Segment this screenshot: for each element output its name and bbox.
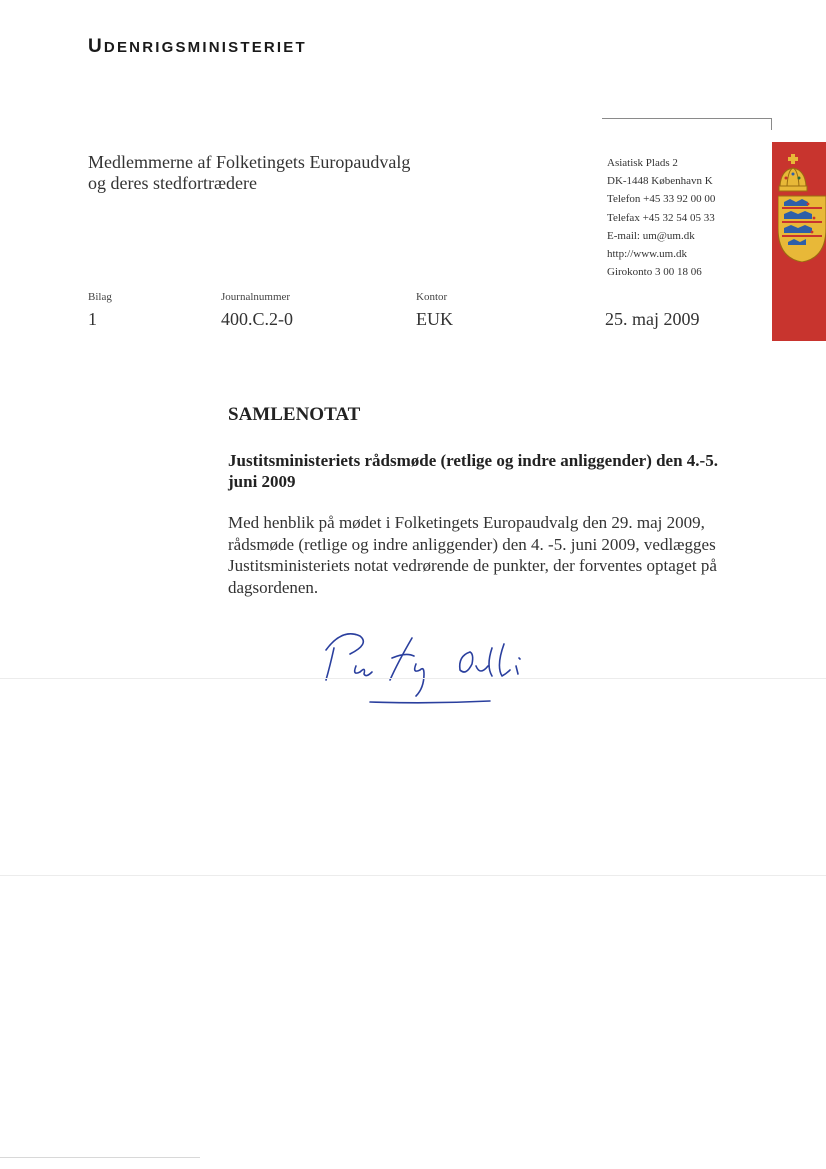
office-value: EUK <box>416 309 453 329</box>
document-subject: Justitsministeriets rådsmøde (retlige og indre anliggender) den 4.-5. juni 2009 <box>228 451 718 491</box>
document-heading: SAMLENOTAT <box>228 404 361 425</box>
bilag-label: Bilag <box>88 291 112 303</box>
document-body: Med henblik på mødet i Folketingets Europaudvalg den 29. maj 2009, rådsmøde (retlige og indre anliggender) den 4. -5. juni 2009, vedlægges Justitsministeriets notat vedrørende de punkter, der forventes optaget på dagsordenen. <box>228 513 717 597</box>
address-phone: Telefon +45 33 92 00 00 <box>607 193 716 206</box>
journal-number-value: 400.C.2-0 <box>221 309 293 329</box>
recipient-block <box>88 152 410 194</box>
coat-of-arms-icon <box>778 152 826 262</box>
signature-icon <box>320 618 550 713</box>
address-fax: Telefax +45 32 54 05 33 <box>607 211 715 224</box>
address-web: http://www.um.dk <box>607 248 687 261</box>
address-email: E-mail: um@um.dk <box>607 229 695 242</box>
ministry-name <box>88 36 307 58</box>
address-block <box>607 154 715 281</box>
address-giro: Girokonto 3 00 18 06 <box>607 266 702 279</box>
office-label: Kontor <box>416 291 448 303</box>
scan-artifact-line <box>0 875 826 876</box>
journal-number-label: Journalnummer <box>221 291 291 303</box>
address-city: DK-1448 København K <box>607 175 713 188</box>
address-divider-tick <box>771 118 772 130</box>
address-street: Asiatisk Plads 2 <box>607 157 678 169</box>
bilag-value: 1 <box>88 309 97 329</box>
scan-artifact-line <box>0 678 826 679</box>
address-divider <box>602 118 772 119</box>
ministry-name-initial: U <box>88 36 104 57</box>
scan-artifact-line <box>0 1157 200 1158</box>
recipient-line-1: Medlemmerne af Folketingets Europaudvalg <box>88 152 411 172</box>
letter-date: 25. maj 2009 <box>605 309 700 329</box>
recipient-line-2: og deres stedfortrædere <box>88 173 257 193</box>
ministry-name-rest: DENRIGSMINISTERIET <box>103 39 307 56</box>
